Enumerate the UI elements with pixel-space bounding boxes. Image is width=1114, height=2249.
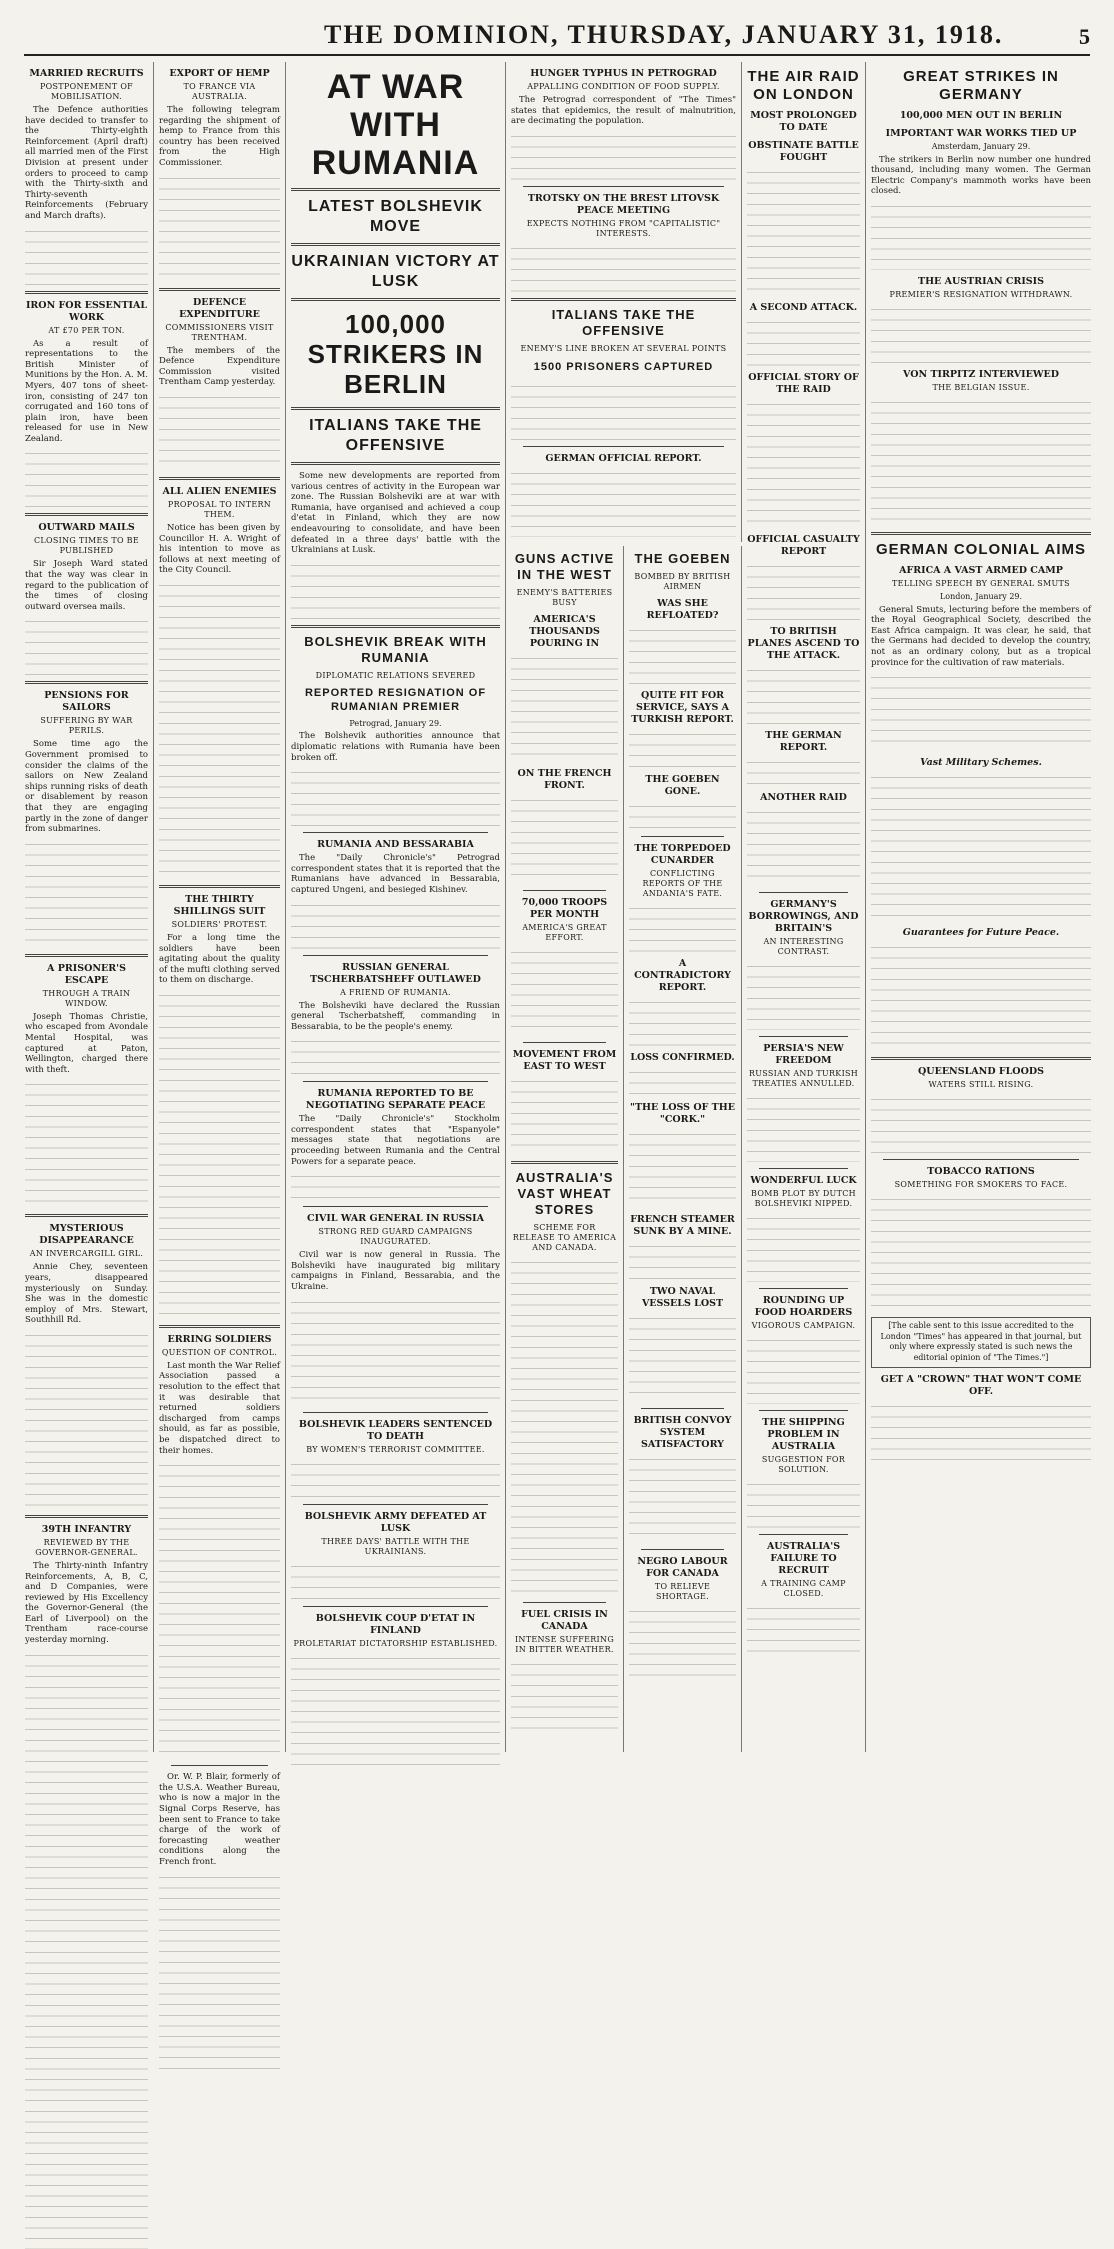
article-text: Annie Chey, seventeen years, disappeared mysteriously on Sunday. She was in the domestic employ of Mrs. Stewart, Southhill Rd. <box>25 1262 148 1326</box>
headline: Guarantees for Future Peace. <box>902 927 1060 939</box>
article-text: As a result of representations to the British Minister of Munitions by the Hon. A. M. Myers, 407 tons of sheet-iron, consisting of 247 ton corrugated and 160 tons of plain iron, have been released for use in New Zealand. <box>25 338 148 444</box>
article-body <box>291 1458 500 1498</box>
article-text: The Bolshevik authorities announce that diplomatic relations with Rumania have been broken off. <box>291 731 500 763</box>
divider <box>159 885 280 888</box>
article-body <box>25 225 148 285</box>
headline: A SECOND ATTACK. <box>749 302 858 313</box>
subheadline: COMMISSIONERS VISIT TRENTHAM. <box>165 322 274 342</box>
subheadline: TO FRANCE VIA AUSTRALIA. <box>183 82 256 101</box>
headline: NEGRO LABOUR FOR CANADA <box>637 1556 728 1579</box>
headline: EXPORT OF HEMP <box>169 68 270 79</box>
headline: BOLSHEVIK ARMY DEFEATED AT LUSK <box>304 1510 487 1534</box>
divider <box>171 1765 268 1766</box>
headline: MOST PROLONGED TO DATE <box>750 110 857 133</box>
column-1 <box>20 62 154 1752</box>
article-text: The "Daily Chronicle's" Petrograd correspondent states that it is reported that the Rumanians have advanced in Bessarabia, captured Ungeni, and besieged Kishinev. <box>291 853 500 895</box>
subheadline: BOMB PLOT BY DUTCH BOLSHEVIKI NIPPED. <box>751 1189 856 1208</box>
headline: FUEL CRISIS IN CANADA <box>521 1609 608 1632</box>
dateline: Petrograd, January 29. <box>349 718 442 728</box>
headline: WAS SHE REFLOATED? <box>646 598 719 621</box>
article-body <box>291 1560 500 1600</box>
article-body <box>159 1459 280 1759</box>
article-body <box>291 1652 500 1772</box>
divider <box>523 1042 606 1043</box>
divider <box>291 407 500 410</box>
article-text: The following telegram regarding the shipment of hemp to France from this country has been received from the High Commissioner. <box>159 105 280 168</box>
dateline: Amsterdam, January 29. <box>931 142 1031 151</box>
subheadline: PREMIER'S RESIGNATION WITHDRAWN. <box>889 289 1073 299</box>
article-body <box>629 902 736 952</box>
headline: TROTSKY ON THE BREST LITOVSK PEACE MEETING <box>527 192 720 216</box>
headline: RUMANIA REPORTED TO BE NEGOTIATING SEPARATE PEACE <box>305 1088 486 1112</box>
divider <box>759 1168 848 1169</box>
article-body <box>747 664 860 724</box>
divider <box>303 1081 488 1082</box>
article-body <box>159 1871 280 2071</box>
divider <box>159 477 280 480</box>
headline: GERMANY'S BORROWINGS, AND BRITAIN'S <box>748 899 859 934</box>
article-body <box>25 447 148 507</box>
divider <box>25 1214 148 1217</box>
headline: PENSIONS FOR SAILORS <box>44 690 129 714</box>
headline: MYSTERIOUS DISAPPEARANCE <box>39 1223 134 1247</box>
article-text: General Smuts, lecturing before the members of the Royal Geographical Society, described the East Africa campaign. It was clear, he said, that the Germans had decided to develop the country, not as an ordinary colony, but as a tropical province for the cultivation of raw materials. <box>871 604 1091 668</box>
article-body <box>629 1128 736 1208</box>
subheadline: TELLING SPEECH BY GENERAL SMUTS <box>892 578 1070 588</box>
article-body <box>871 396 1091 526</box>
headline: FRENCH STEAMER SUNK BY A MINE. <box>630 1214 735 1237</box>
article-body <box>511 794 618 884</box>
headline: VON TIRPITZ INTERVIEWED <box>903 368 1059 380</box>
headline: PERSIA'S NEW FREEDOM <box>763 1043 844 1066</box>
headline: THE GERMAN REPORT. <box>765 730 842 753</box>
headline: 100,000 MEN OUT IN BERLIN <box>899 110 1063 121</box>
subheadline: VIGOROUS CAMPAIGN. <box>751 1321 856 1330</box>
main-subheadline: ITALIANS TAKE THE OFFENSIVE <box>309 417 482 454</box>
headline: ANOTHER RAID <box>760 792 847 803</box>
headline: IMPORTANT WAR WORKS TIED UP <box>885 128 1077 139</box>
article-body <box>629 1312 736 1402</box>
article-body <box>291 559 500 619</box>
headline: OUTWARD MAILS <box>38 522 135 534</box>
column-7 <box>866 62 1096 1752</box>
divider <box>759 1288 848 1289</box>
subheadline: AN INTERESTING CONTRAST. <box>763 937 844 956</box>
headline: ERRING SOLDIERS <box>167 1333 272 1345</box>
headline: GREAT STRIKES IN GERMANY <box>903 68 1059 103</box>
article-text: Last month the War Relief Association passed a resolution to the effect that it was desirable that returned soldiers discharged from camps should, as far as possible, be dispatched direct to their homes. <box>159 1360 280 1456</box>
subheadline: DIPLOMATIC RELATIONS SEVERED <box>315 670 476 680</box>
subheadline: ENEMY'S LINE BROKEN AT SEVERAL POINTS <box>520 343 727 353</box>
headline: BOLSHEVIK COUP D'ETAT IN FINLAND <box>315 1612 476 1636</box>
headline: RUSSIAN GENERAL TSCHERBATSHEFF OUTLAWED <box>310 961 481 985</box>
divider <box>523 890 606 891</box>
article-body <box>871 303 1091 363</box>
headline: ON THE FRENCH FRONT. <box>517 768 612 791</box>
headline: GERMAN OFFICIAL REPORT. <box>545 452 702 464</box>
divider <box>25 1515 148 1518</box>
article-body <box>747 1212 860 1282</box>
subheadline: AN INVERCARGILL GIRL. <box>29 1249 144 1259</box>
subheadline: BOMBED BY BRITISH AIRMEN <box>634 572 731 591</box>
main-subheadline: UKRAINIAN VICTORY AT LUSK <box>291 253 500 290</box>
column-4-top <box>506 62 742 542</box>
article-body <box>871 771 1091 921</box>
article-text: Some time ago the Government promised to consider the claims of the sailors on New Zealand ships running risks of death or disablement by reason that they are engaging partly in the zone of danger from submarines. <box>25 739 148 835</box>
article-body <box>629 800 736 830</box>
headline: MOVEMENT FROM EAST TO WEST <box>512 1049 617 1072</box>
article-text: The members of the Defence Expenditure Commission visited Trentham Camp yesterday. <box>159 345 280 388</box>
headline: THE SHIPPING PROBLEM IN AUSTRALIA <box>762 1417 845 1452</box>
headline: THE AUSTRIAN CRISIS <box>918 275 1044 287</box>
headline: ROUNDING UP FOOD HOARDERS <box>754 1295 853 1318</box>
article-body <box>871 200 1091 270</box>
headline: THE TORPEDOED CUNARDER <box>634 843 731 866</box>
headline: "THE LOSS OF THE "CORK." <box>630 1102 735 1125</box>
article-body <box>25 615 148 675</box>
divider <box>871 1057 1091 1060</box>
article-body <box>511 1075 618 1155</box>
headline: OFFICIAL CASUALTY REPORT <box>747 534 860 557</box>
divider <box>303 832 488 833</box>
divider <box>523 446 724 447</box>
article-body <box>291 1035 500 1075</box>
article-text: For a long time the soldiers have been agitating about the quality of the mufti clothing served to them on discharge. <box>159 932 280 986</box>
article-text: The "Daily Chronicle's" Stockholm correspondent states that "Espanyole" messages state that negotiations are proceeding between Rumania and the Central Powers for a separate peace. <box>291 1114 500 1167</box>
headline: CIVIL WAR GENERAL IN RUSSIA <box>307 1213 484 1225</box>
article-body <box>871 1400 1091 1460</box>
headline: HUNGER TYPHUS IN PETROGRAD <box>530 68 717 79</box>
subheadline: BY WOMEN'S TERRORIST COMMITTEE. <box>306 1444 485 1454</box>
subheadline: CLOSING TIMES TO BE PUBLISHED <box>34 536 139 556</box>
headline: ALL ALIEN ENEMIES <box>162 485 277 497</box>
subheadline: THE BELGIAN ISSUE. <box>932 382 1030 392</box>
subheadline: SCHEME FOR RELEASE TO AMERICA AND CANADA. <box>512 1223 617 1252</box>
divider <box>511 298 736 301</box>
article-body <box>629 1605 736 1685</box>
headline: A CONTRADICTORY REPORT. <box>634 958 731 993</box>
subheadline: THROUGH A TRAIN WINDOW. <box>42 988 131 1008</box>
divider <box>641 836 724 837</box>
headline: ITALIANS TAKE THE OFFENSIVE <box>551 306 696 338</box>
article-text: The Thirty-ninth Infantry Reinforcements, A, B, C, and D Companies, were reviewed by His Excellency the Governor-General (the Earl of Liverpool) on the Trentham race-course yesterday morning. <box>25 1560 148 1646</box>
article-body <box>747 1334 860 1404</box>
article-body <box>871 671 1091 751</box>
masthead <box>24 14 1090 56</box>
divider <box>159 288 280 291</box>
article-text: The Bolsheviki have declared the Russian general Tscherbatsheff, commanding in Bessarabia, to be the people's enemy. <box>291 1000 500 1032</box>
headline: THE THIRTY SHILLINGS SUIT <box>173 893 266 917</box>
divider <box>759 1036 848 1037</box>
divider <box>25 513 148 516</box>
article-body <box>629 624 736 684</box>
divider <box>291 243 500 246</box>
article-body <box>747 756 860 786</box>
article-body <box>159 579 280 879</box>
headline: BRITISH CONVOY SYSTEM SATISFACTORY <box>633 1415 732 1450</box>
subheadline: INTENSE SUFFERING IN BITTER WEATHER. <box>514 1635 615 1654</box>
article-body <box>747 166 860 296</box>
headline: AFRICA A VAST ARMED CAMP <box>899 564 1063 576</box>
divider <box>291 298 500 301</box>
divider <box>291 625 500 628</box>
divider <box>871 532 1091 535</box>
headline: BOLSHEVIK BREAK WITH RUMANIA <box>304 633 487 665</box>
article-body <box>291 1296 500 1406</box>
article-body <box>25 1329 148 1509</box>
divider <box>523 186 724 187</box>
article-body <box>511 946 618 1036</box>
divider <box>291 462 500 465</box>
subheadline: REVIEWED BY THE GOVERNOR-GENERAL. <box>35 1537 138 1557</box>
headline: LOSS CONFIRMED. <box>630 1052 735 1063</box>
divider <box>303 1504 488 1505</box>
article-body <box>511 380 736 440</box>
article-body <box>747 960 860 1030</box>
article-body <box>747 316 860 366</box>
column-4 <box>506 546 624 1752</box>
dateline: London, January 29. <box>939 591 1023 601</box>
headline: QUITE FIT FOR SERVICE, SAYS A TURKISH REPORT. <box>631 690 734 725</box>
article-body <box>291 766 500 826</box>
main-subheadline: LATEST BOLSHEVIK MOVE <box>308 198 483 235</box>
article-text: Or. W. P. Blair, formerly of the U.S.A. Weather Bureau, who is now a major in the Signal Corps Reserve, has been sent to France to take charge of the work of forecasting weather conditions along the French front. <box>159 1772 280 1867</box>
headline: TOBACCO RATIONS <box>927 1166 1035 1178</box>
divider <box>303 955 488 956</box>
article-body <box>747 806 860 886</box>
article-body <box>511 467 736 537</box>
headline: OBSTINATE BATTLE FOUGHT <box>748 140 859 163</box>
article-body <box>629 1453 736 1543</box>
divider <box>759 1534 848 1535</box>
divider <box>25 291 148 294</box>
article-body <box>871 1193 1091 1313</box>
article-body <box>871 1093 1091 1153</box>
headline: A PRISONER'S ESCAPE <box>47 962 126 986</box>
headline: AUSTRALIA'S FAILURE TO RECRUIT <box>766 1541 841 1576</box>
subheadline: WATERS STILL RISING. <box>928 1080 1034 1090</box>
subheadline: ENEMY'S BATTERIES BUSY <box>516 588 613 607</box>
article-body <box>511 652 618 762</box>
headline: DEFENCE EXPENDITURE <box>179 296 260 320</box>
article-text: The Petrograd correspondent of "The Times" states that epidemics, the result of malnutrition, are decimating the population. <box>511 95 736 127</box>
subheadline: APPALLING CONDITION OF FOOD SUPPLY. <box>527 82 720 91</box>
divider <box>303 1206 488 1207</box>
divider <box>159 1325 280 1328</box>
headline: THE GOEBEN <box>634 551 731 566</box>
article-body <box>159 391 280 471</box>
headline: GET A "CROWN" THAT WON'T COME OFF. <box>880 1373 1082 1397</box>
column-3-main-story <box>286 62 506 1752</box>
headline: MARRIED RECRUITS <box>29 68 144 79</box>
article-body <box>871 941 1091 1051</box>
divider <box>759 892 848 893</box>
article-body <box>747 398 860 528</box>
column-6 <box>742 62 866 1752</box>
headline: REPORTED RESIGNATION OF RUMANIAN PREMIER <box>304 686 487 713</box>
article-body <box>25 1078 148 1208</box>
subheadline: TO RELIEVE SHORTAGE. <box>654 1582 711 1601</box>
article-body <box>25 1649 148 2249</box>
subheadline: SUGGESTION FOR SOLUTION. <box>761 1455 846 1474</box>
headline: QUEENSLAND FLOODS <box>918 1066 1044 1078</box>
article-body <box>747 1092 860 1162</box>
divider <box>641 1408 724 1409</box>
subheadline: THREE DAYS' BATTLE WITH THE UKRAINIANS. <box>321 1536 470 1556</box>
divider <box>303 1412 488 1413</box>
subheadline: PROLETARIAT DICTATORSHIP ESTABLISHED. <box>293 1638 498 1648</box>
headline: GERMAN COLONIAL AIMS <box>876 540 1086 558</box>
divider <box>759 1410 848 1411</box>
column-2 <box>154 62 286 1867</box>
page-number: 5 <box>1079 24 1090 49</box>
headline: 39TH INFANTRY <box>41 1523 132 1535</box>
headline: GUNS ACTIVE IN THE WEST <box>514 551 615 582</box>
headline: TO BRITISH PLANES ASCEND TO THE ATTACK. <box>747 626 860 661</box>
article-body <box>629 1066 736 1096</box>
article-body <box>629 996 736 1046</box>
divider <box>25 681 148 684</box>
article-body <box>511 1256 618 1596</box>
subheadline: RUSSIAN AND TURKISH TREATIES ANNULLED. <box>748 1069 859 1088</box>
subheadline: QUESTION OF CONTROL. <box>161 1347 278 1357</box>
divider <box>291 188 500 191</box>
article-body <box>747 1478 860 1528</box>
article-text: The strikers in Berlin now number one hundred thousand, including many women. The German Electric Company's mammoth works have been closed. <box>871 154 1091 197</box>
subheadline: SOLDIERS' PROTEST. <box>171 919 268 929</box>
main-subheadline: 100,000 STRIKERS IN BERLIN <box>307 309 484 399</box>
article-body <box>511 1658 618 1738</box>
headline: AMERICA'S THOUSANDS POURING IN <box>529 614 600 649</box>
divider <box>523 1602 606 1603</box>
article-text: The Defence authorities have decided to transfer to the Thirty-eighth Reinforcement (April draft) all married men of the First Division at present under orders to proceed to camp with the Thirty-sixth and Thirty-seventh Reinforcements (February and March drafts). <box>25 105 148 221</box>
headline: TWO NAVAL VESSELS LOST <box>641 1286 724 1309</box>
headline: IRON FOR ESSENTIAL WORK <box>25 299 148 323</box>
subheadline: SUFFERING BY WAR PERILS. <box>40 716 133 736</box>
article-text: Sir Joseph Ward stated that the way was clear in regard to the publication of the times of closing outward oversea mails. <box>25 559 148 612</box>
subheadline: POSTPONEMENT OF MOBILISATION. <box>39 82 134 101</box>
article-body <box>747 560 860 620</box>
article-body <box>511 130 736 180</box>
article-body <box>291 899 500 949</box>
editorial-note: [The cable sent to this issue accredited to the London "Times" has appeared in that journal, but only where expressly stated is such news the editorial opinion of "The Times."] <box>871 1317 1091 1367</box>
main-headline: AT WAR WITH RUMANIA <box>311 68 480 182</box>
article-body <box>629 728 736 768</box>
divider <box>303 1606 488 1607</box>
headline: WONDERFUL LUCK <box>750 1175 857 1186</box>
headline: AUSTRALIA'S VAST WHEAT STORES <box>515 1170 614 1217</box>
article-text: Notice has been given by Councillor H. A. Wright of his intention to move as follows at next meeting of the City Council. <box>159 522 280 576</box>
article-text: Civil war is now general in Russia. The Bolsheviki have inaugurated big military campaigns in Finland, Bessarabia, and the Ukraine. <box>291 1250 500 1293</box>
subheadline: A FRIEND OF RUMANIA. <box>340 987 451 997</box>
article-body <box>159 989 280 1319</box>
headline: THE AIR RAID ON LONDON <box>747 68 860 103</box>
article-text: Some new developments are reported from various centres of activity in the European war zone. The Russian Bolsheviki are at war with Rumania, have organised and achieved a coup d'etat in Finland, which they are now endeavouring to consolidate, and have been defeated in a three days' battle with the Ukrainians at Lusk. <box>291 471 500 556</box>
article-body <box>291 1170 500 1200</box>
article-body <box>511 242 736 292</box>
headline: THE GOEBEN GONE. <box>645 774 720 797</box>
article-body <box>159 172 280 282</box>
divider <box>511 1161 618 1164</box>
subheadline: EXPECTS NOTHING FROM "CAPITALISTIC" INTERESTS. <box>526 218 721 238</box>
subheadline: PROPOSAL TO INTERN THEM. <box>167 499 272 519</box>
subheadline: A TRAINING CAMP CLOSED. <box>761 1579 846 1598</box>
headline: Vast Military Schemes. <box>920 757 1042 769</box>
masthead-title: THE DOMINION, THURSDAY, JANUARY 31, 1918. <box>324 20 1004 49</box>
divider <box>641 1549 724 1550</box>
subheadline: CONFLICTING REPORTS OF THE ANDANIA'S FATE. <box>642 869 723 898</box>
column-5 <box>624 546 742 1752</box>
divider <box>883 1159 1079 1160</box>
article-body <box>25 838 148 948</box>
subheadline: AMERICA'S GREAT EFFORT. <box>522 923 607 942</box>
headline: BOLSHEVIK LEADERS SENTENCED TO DEATH <box>298 1418 493 1442</box>
article-body <box>629 1240 736 1280</box>
headline: 70,000 TROOPS PER MONTH <box>521 897 608 920</box>
subheadline: AT £70 PER TON. <box>48 325 125 335</box>
article-text: Joseph Thomas Christie, who escaped from Avondale Mental Hospital, was captured at Paton, Wellington, charged there with theft. <box>25 1011 148 1075</box>
article-body <box>747 1602 860 1652</box>
headline: OFFICIAL STORY OF THE RAID <box>748 372 859 395</box>
subheadline: STRONG RED GUARD CAMPAIGNS INAUGURATED. <box>318 1227 473 1247</box>
subheadline: SOMETHING FOR SMOKERS TO FACE. <box>894 1180 1068 1190</box>
headline: RUMANIA AND BESSARABIA <box>317 839 474 851</box>
divider <box>25 954 148 957</box>
headline: 1500 PRISONERS CAPTURED <box>533 360 714 373</box>
